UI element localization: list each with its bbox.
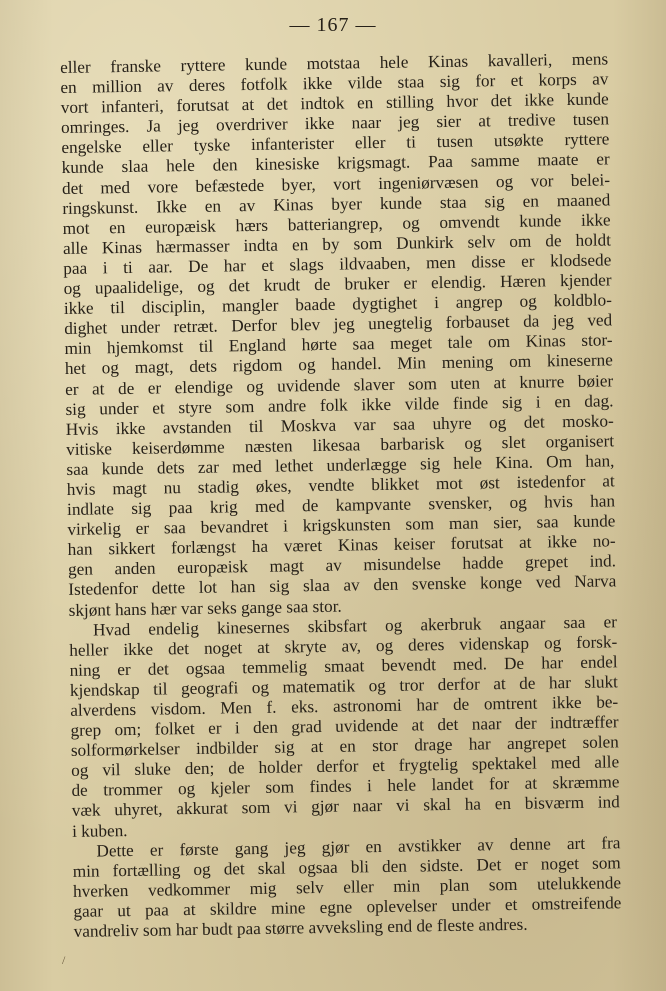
- text-line: min fortælling og det skal ogsaa bli den sidste. Det er noget som: [72, 853, 621, 881]
- text-line: virkelig er saa bevandret i krigskunsten som man sier, saa kunde: [67, 511, 616, 540]
- text-line: hverken vedkommer mig selv eller min plan som utelukkende: [72, 873, 622, 901]
- text-line: det med vore befæstede byer, vort ingeniørvæsen og vor belei-: [61, 169, 611, 198]
- stray-mark: /: [62, 953, 66, 967]
- text-line: alverdens visdom. Men f. eks. astronomi har de omtrent ikke be-: [70, 692, 619, 720]
- text-line: gaar ut paa at skildre mine egne oplevelser under et omstreifende: [73, 893, 622, 921]
- text-line: Dette er første gang jeg gjør en avstikker av denne art fra: [96, 832, 621, 861]
- body-text: [60, 49, 622, 942]
- paragraph: [72, 833, 622, 942]
- text-line: ikke til disciplin, mangler baade dygtighet i angrep og koldblo-: [63, 290, 613, 319]
- text-line: sig under et styre som andre folk ikke vilde finde sig i en dag.: [65, 390, 614, 419]
- paragraph: [60, 49, 617, 620]
- text-line: gen anden europæisk magt av misundelse hadde grepet ind.: [67, 551, 617, 580]
- text-line: omringes. Ja jeg overdriver ikke naar jeg sier at tredive tusen: [60, 109, 610, 138]
- text-line: og upaalidelige, og det krudt de bruker er elendig. Hæren kjender: [63, 270, 612, 299]
- text-line: eller franske ryttere kunde motstaa hele Kinas kavalleri, mens: [60, 49, 609, 77]
- text-line: alle Kinas hærmasser indta en by som Dunkirk selv om de holdt: [62, 230, 612, 258]
- paragraph: [69, 612, 620, 842]
- text-line: i kuben.: [71, 820, 128, 841]
- text-line: vort infanteri, forutsat at det indtok en stilling hvor det ikke kunde: [60, 89, 609, 118]
- text-line: solformørkelser indbilder sig at en stor drage har angrepet solen: [70, 732, 619, 761]
- text-line: indlate sig paa krig med de kampvante svensker, og hvis han: [66, 491, 616, 520]
- text-line: saa kunde dets zar med lethet underlægge sig hele Kina. Om han,: [66, 451, 615, 479]
- text-line: skjønt hans hær var seks gange saa stor.: [68, 596, 342, 620]
- text-line: dighet under retræt. Derfor blev jeg unegtelig forbauset da jeg ved: [64, 310, 613, 339]
- text-line: engelske eller tyske infanterister eller ti tusen utsøkte ryttere: [61, 129, 610, 158]
- text-line: hvis magt nu stadig økes, vendte blikket mot øst istedenfor at: [66, 471, 615, 499]
- text-line: de trommer og kjeler som findes i hele landet for at skræmme: [71, 772, 620, 801]
- text-line: ringskunst. Ikke en av Kinas byer kunde staa sig en maaned: [62, 190, 611, 218]
- text-line: paa i ti aar. De har et slags ildvaaben, men disse er klodsede: [63, 250, 612, 278]
- text-line: en million av deres fotfolk ikke vilde staa sig for et korps av: [60, 69, 609, 98]
- text-line: grep om; folket er i den grad uvidende at det naar der indtræffer: [70, 712, 619, 741]
- text-line: kjendskap til geografi og matematik og tror derfor at de har slukt: [69, 672, 619, 700]
- text-line: og vil sluke den; de holder derfor et frygtelig spektakel med alle: [71, 752, 620, 781]
- text-line: het og magt, dets rigdom og handel. Min mening om kineserne: [64, 350, 613, 379]
- text-line: ning er det ogsaa temmelig smaat bevendt med. De har endel: [69, 652, 618, 680]
- text-line: mot en europæisk hærs batteriangrep, og omvendt kunde ikke: [62, 210, 611, 238]
- text-line: Istedenfor dette lot han sig slaa av den svenske konge ved Narva: [68, 571, 617, 600]
- text-line: heller ikke det noget at skryte av, og deres videnskap og forsk-: [69, 632, 618, 660]
- text-line: kunde slaa hele den kinesiske krigsmagt. Paa samme maate er: [61, 149, 610, 178]
- text-line: Hvad endelig kinesernes skibsfart og akerbruk angaar saa er: [92, 611, 618, 640]
- text-line: han sikkert forlængst ha været Kinas keiser forutsat at ikke no-: [67, 531, 616, 560]
- text-line: er at de er elendige og uvidende slaver som uten at knurre bøier: [65, 370, 614, 399]
- text-line: vandreliv som har budt paa større avveksling end de fleste andres.: [73, 914, 528, 941]
- text-line: væk uhyret, akkurat som vi gjør naar vi skal ha en bisværm ind: [71, 792, 620, 821]
- text-line: Hvis ikke avstanden til Moskva var saa uhyre og det mosko-: [65, 411, 614, 439]
- text-line: min hjemkomst til England hørte saa meget tale om Kinas stor-: [64, 330, 613, 359]
- page-number: — 167 —: [289, 14, 377, 36]
- text-line: vitiske keiserdømme næsten likesaa barbarisk og slet organisert: [65, 431, 615, 459]
